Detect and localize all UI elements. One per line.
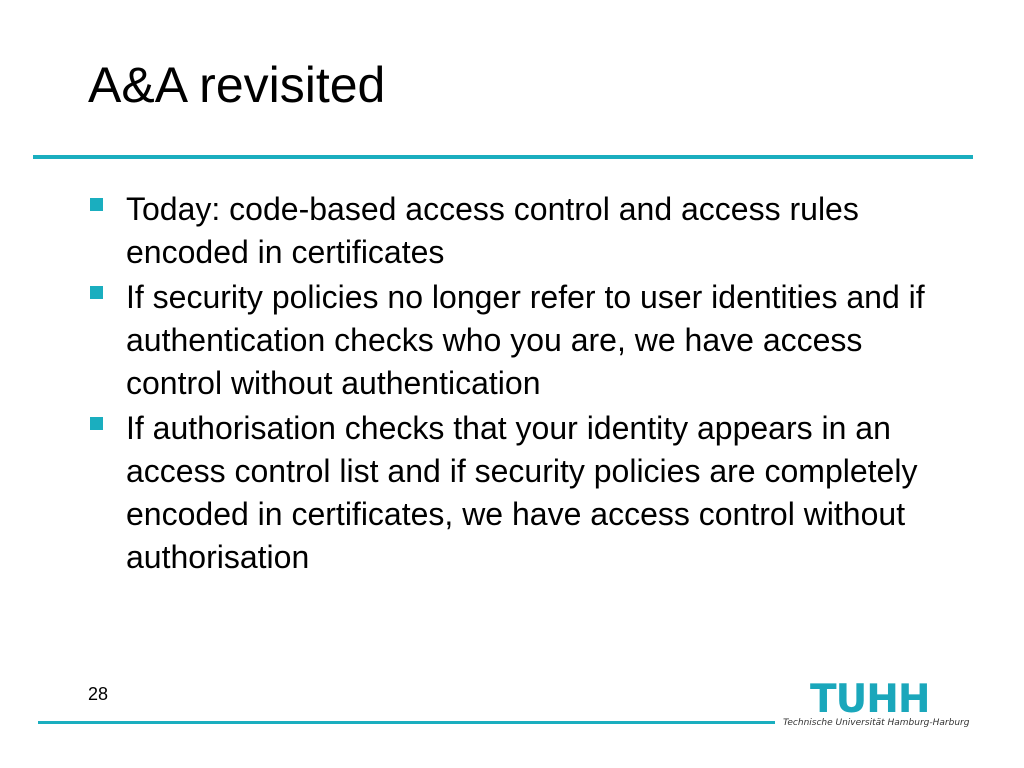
title-divider — [33, 155, 973, 159]
bullet-text: Today: code-based access control and access rules encoded in certificates — [126, 191, 859, 270]
slide-title: A&A revisited — [88, 57, 386, 113]
page-number: 28 — [88, 684, 109, 704]
bullet-item — [90, 276, 950, 405]
bullet-text: If security policies no longer refer to user identities and if authentication checks who you are, we have access control without authentication — [126, 279, 925, 401]
bullet-text: If authorisation checks that your identity appears in an access control list and if security policies are completely encoded in certificates, we have access control without authorisation — [126, 410, 918, 575]
bullet-item — [90, 188, 950, 274]
square-bullet-icon — [90, 198, 103, 211]
bullet-item — [90, 407, 950, 579]
square-bullet-icon — [90, 417, 103, 430]
logo-subtitle: Technische Universität Hamburg-Harburg — [783, 718, 970, 728]
bullet-list — [90, 188, 950, 581]
footer-divider — [38, 721, 775, 724]
logo-wordmark: TUHH — [810, 677, 930, 722]
tuhh-logo — [778, 677, 978, 730]
square-bullet-icon — [90, 286, 103, 299]
